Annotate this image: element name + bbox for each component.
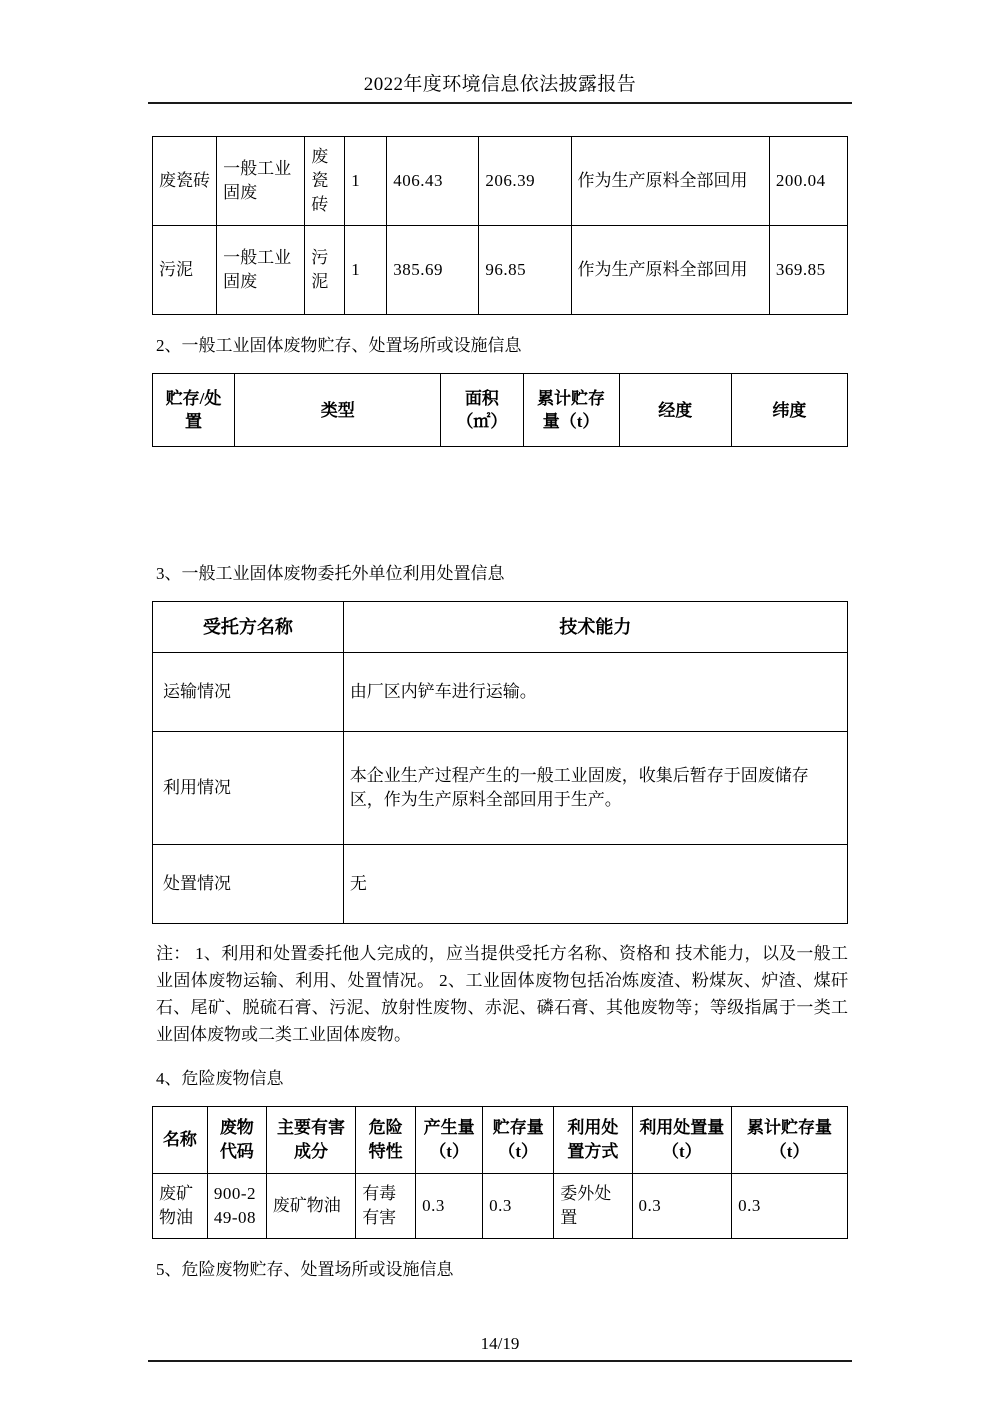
column-header-area: 面积（㎡） bbox=[441, 374, 523, 447]
table-row bbox=[153, 226, 848, 315]
hazardous-component-cell: 废矿物油 bbox=[266, 1174, 355, 1239]
column-header-latitude: 纬度 bbox=[731, 374, 847, 447]
hazardous-waste-table bbox=[152, 1106, 848, 1239]
hazardous-disposed-amount-cell: 0.3 bbox=[632, 1174, 732, 1239]
page-number: 14/19 bbox=[480, 1334, 520, 1353]
waste-generated-cell: 406.43 bbox=[387, 137, 479, 226]
column-header-hazard-property: 危险特性 bbox=[356, 1107, 416, 1174]
table-row bbox=[153, 1174, 848, 1239]
section-3-heading: 3、一般工业固体废物委托外单位利用处置信息 bbox=[156, 564, 505, 583]
section-3-note: 注： 1、利用和处置委托他人完成的，应当提供受托方名称、资格和 技术能力，以及一般工业固体废物运输、利用、处置情况。 2、工业固体废物包括冶炼废渣、粉煤灰、炉渣、煤矸石、尾矿、脱硫石膏、污泥、放射性废物、赤泥、磷石膏、其他废物等；等级指属于一类工业固体废物或二类工业固体废物。 bbox=[156, 944, 848, 1044]
waste-grade-cell: 1 bbox=[345, 226, 387, 315]
column-header-waste-code: 废物代码 bbox=[207, 1107, 266, 1174]
waste-name-cell: 废瓷砖 bbox=[153, 137, 217, 226]
table-row bbox=[153, 845, 848, 924]
column-header-technical-capability: 技术能力 bbox=[343, 602, 847, 653]
page-footer bbox=[148, 1332, 852, 1356]
transport-status-value: 由厂区内铲车进行运输。 bbox=[343, 653, 847, 732]
column-header-longitude: 经度 bbox=[619, 374, 731, 447]
column-header-harmful-component: 主要有害成分 bbox=[266, 1107, 355, 1174]
waste-category-cell: 一般工业固废 bbox=[217, 137, 305, 226]
waste-disposal-method-cell: 作为生产原料全部回用 bbox=[571, 137, 769, 226]
hazardous-generated-cell: 0.3 bbox=[416, 1174, 483, 1239]
table-row bbox=[153, 653, 848, 732]
waste-disposal-method-cell: 作为生产原料全部回用 bbox=[571, 226, 769, 315]
waste-generated-cell: 385.69 bbox=[387, 226, 479, 315]
page-header bbox=[148, 72, 852, 98]
column-header-entrusted-party: 受托方名称 bbox=[153, 602, 344, 653]
table-header-row bbox=[153, 374, 848, 447]
solid-waste-storage-site-table bbox=[152, 373, 848, 447]
column-header-generated-amount: 产生量（t） bbox=[416, 1107, 483, 1174]
table-row bbox=[153, 137, 848, 226]
general-solid-waste-table bbox=[152, 136, 848, 315]
table-header-row bbox=[153, 1107, 848, 1174]
section-4-heading: 4、危险废物信息 bbox=[156, 1069, 284, 1088]
hazardous-property-cell: 有毒有害 bbox=[356, 1174, 416, 1239]
section-5-heading: 5、危险废物贮存、处置场所或设施信息 bbox=[156, 1260, 454, 1279]
table-header-row bbox=[153, 602, 848, 653]
header-divider-rule bbox=[148, 102, 852, 104]
section-2-heading: 2、一般工业固体废物贮存、处置场所或设施信息 bbox=[156, 336, 522, 355]
waste-category-cell: 一般工业固废 bbox=[217, 226, 305, 315]
column-header-disposal-method: 利用处置方式 bbox=[554, 1107, 632, 1174]
entrusted-disposal-table bbox=[152, 601, 848, 924]
column-header-name: 名称 bbox=[153, 1107, 208, 1174]
column-header-storage-disposal: 贮存/处置 bbox=[153, 374, 235, 447]
waste-cumulative-storage-cell: 200.04 bbox=[769, 137, 847, 226]
waste-utilized-cell: 96.85 bbox=[479, 226, 571, 315]
page-content bbox=[152, 136, 848, 1297]
hazardous-name-cell: 废矿物油 bbox=[153, 1174, 208, 1239]
hazardous-cumulative-storage-cell: 0.3 bbox=[732, 1174, 848, 1239]
waste-type-cell: 废瓷砖 bbox=[305, 137, 345, 226]
waste-grade-cell: 1 bbox=[345, 137, 387, 226]
hazardous-code-cell: 900-249-08 bbox=[207, 1174, 266, 1239]
waste-name-cell: 污泥 bbox=[153, 226, 217, 315]
waste-type-cell: 污泥 bbox=[305, 226, 345, 315]
column-header-cumulative-storage: 累计贮存量（t） bbox=[523, 374, 619, 447]
disposal-status-label: 处置情况 bbox=[153, 845, 344, 924]
disposal-status-value: 无 bbox=[343, 845, 847, 924]
column-header-disposed-amount: 利用处置量（t） bbox=[632, 1107, 732, 1174]
transport-status-label: 运输情况 bbox=[153, 653, 344, 732]
footer-divider-rule bbox=[148, 1360, 852, 1362]
hazardous-stored-cell: 0.3 bbox=[483, 1174, 554, 1239]
table-row bbox=[153, 732, 848, 845]
section-spacer bbox=[152, 447, 848, 543]
utilization-status-value: 本企业生产过程产生的一般工业固废，收集后暂存于固废储存区，作为生产原料全部回用于生产。 bbox=[343, 732, 847, 845]
column-header-type: 类型 bbox=[235, 374, 441, 447]
column-header-stored-amount: 贮存量（t） bbox=[483, 1107, 554, 1174]
column-header-cumulative-storage: 累计贮存量（t） bbox=[732, 1107, 848, 1174]
hazardous-disposal-method-cell: 委外处置 bbox=[554, 1174, 632, 1239]
utilization-status-label: 利用情况 bbox=[153, 732, 344, 845]
page-header-title: 2022年度环境信息依法披露报告 bbox=[363, 74, 637, 95]
waste-cumulative-storage-cell: 369.85 bbox=[769, 226, 847, 315]
waste-utilized-cell: 206.39 bbox=[479, 137, 571, 226]
